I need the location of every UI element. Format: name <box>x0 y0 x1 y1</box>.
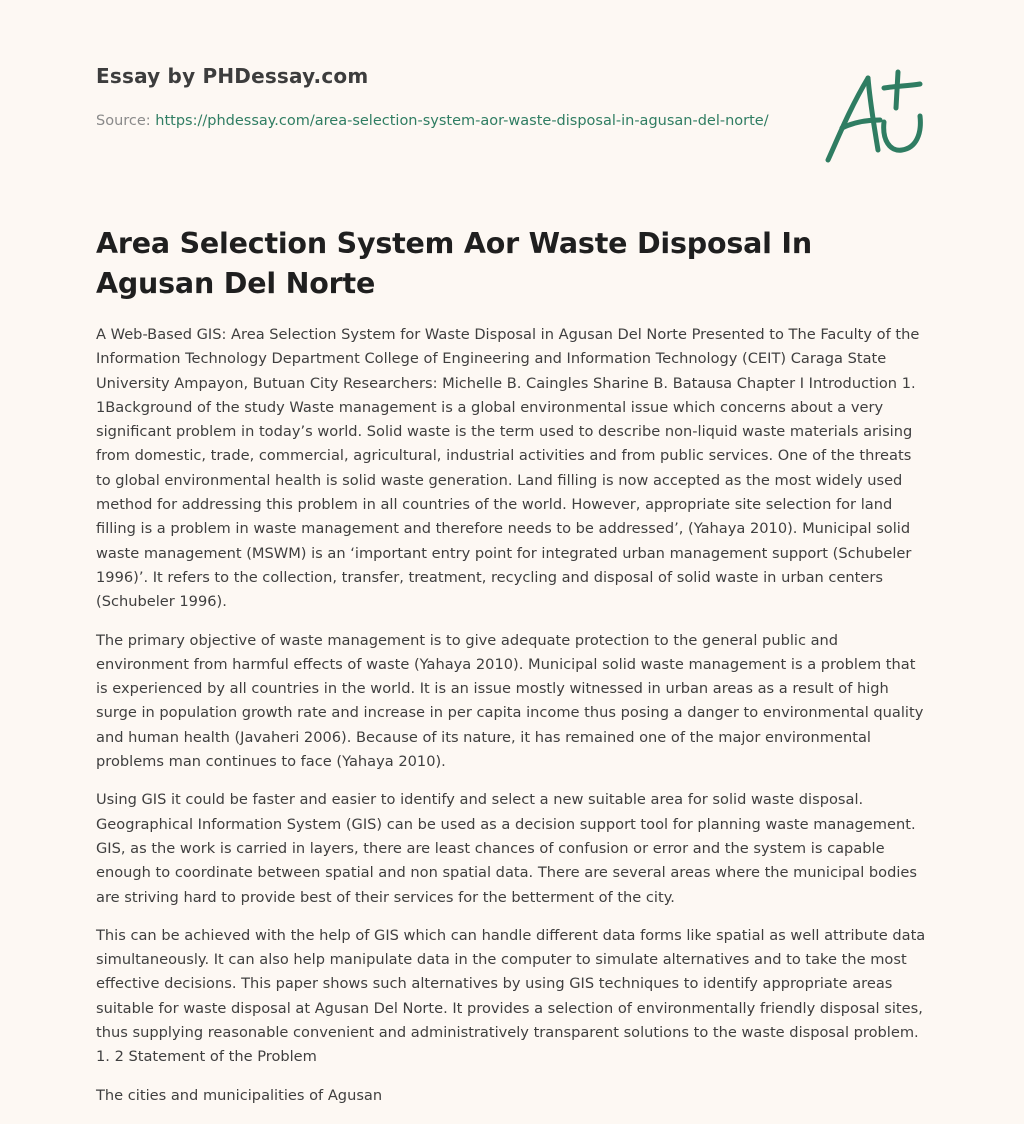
a-plus-logo-icon <box>824 68 928 164</box>
essay-paragraph: A Web-Based GIS: Area Selection System for Waste Disposal in Agusan Del Norte Presented to The Faculty of the Information Technology Department College of Engineering and Information Technology (CEIT) Caraga State University Ampayon, Butuan City Researchers: Michelle B. Caingles Sharine B. Batausa Chapter I Introduction 1. 1Background of the study Waste management is a global environmental issue which concerns about a very significant problem in today’s world. Solid waste is the term used to describe non-liquid waste materials arising from domestic, trade, commercial, agricultural, industrial activities and from public services. One of the threats to global environmental health is solid waste generation. Land filling is now accepted as the most widely used method for addressing this problem in all countries of the world. However, appropriate site selection for land filling is a problem in waste management and therefore needs to be addressed’, (Yahaya 2010). Municipal solid waste management (MSWM) is an ‘important entry point for integrated urban management support (Schubeler 1996)’. It refers to the collection, transfer, treatment, recycling and disposal of solid waste in urban centers (Schubeler 1996). <box>96 326 920 611</box>
source-label: Source: <box>96 113 156 129</box>
source-link[interactable]: https://phdessay.com/area-selection-system-aor-waste-disposal-in-agusan-del-norte/ <box>155 113 769 129</box>
essay-body <box>96 323 928 1122</box>
essay-header <box>96 0 928 210</box>
essay-paragraph: The primary objective of waste management is to give adequate protection to the general public and environment from harmful effects of waste (Yahaya 2010). Municipal solid waste management is a problem that is experienced by all countries in the world. It is an issue mostly witnessed in urban areas as a result of high surge in population growth rate and increase in per capita income thus posing a danger to environmental quality and human health (Javaheri 2006). Because of its nature, it has remained one of the major environmental problems man continues to face (Yahaya 2010). <box>96 631 924 771</box>
essay-page <box>96 0 928 1104</box>
essay-paragraph: Using GIS it could be faster and easier to identify and select a new suitable area for solid waste disposal. Geographical Information System (GIS) can be used as a decision support tool for planning waste management. GIS, as the work is carried in layers, there are least chances of confusion or error and the system is capable enough to coordinate between spatial and non spatial data. There are several areas where the municipal bodies are striving hard to provide best of their services for the betterment of the city. <box>96 791 918 906</box>
essay-paragraph: This can be achieved with the help of GIS which can handle different data forms like spatial as well attribute data simultaneously. It can also help manipulate data in the computer to simulate alternatives and to take the most effective decisions. This paper shows such alternatives by using GIS techniques to identify appropriate areas suitable for waste disposal at Agusan Del Norte. It provides a selection of environmentally friendly disposal sites, thus supplying reasonable convenient and administratively transparent solutions to the waste disposal problem. 1. 2 Statement of the Problem <box>96 926 926 1066</box>
essay-title: Area Selection System Aor Waste Disposal In Agusan Del Norte <box>96 227 812 300</box>
source-line <box>96 110 776 132</box>
site-title: Essay by PHDessay.com <box>96 64 369 88</box>
essay-paragraph: The cities and municipalities of Agusan <box>96 1086 383 1104</box>
